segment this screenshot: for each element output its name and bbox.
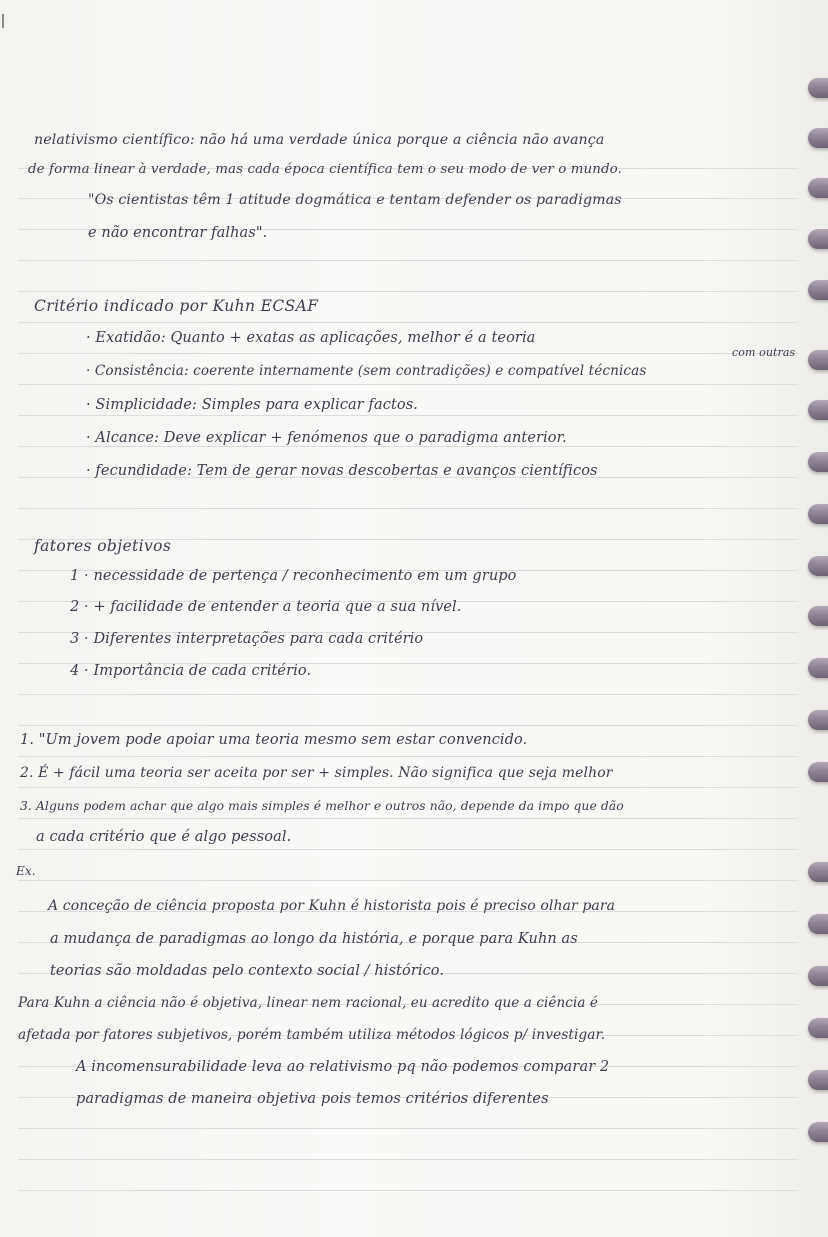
factor-item: 1 · necessidade de pertença / reconhecimento em um grupo: [70, 568, 517, 584]
binder-ring: [808, 229, 828, 249]
ruled-line: [18, 694, 798, 695]
conclusion-line: A incomensurabilidade leva ao relativismo pq não podemos comparar 2: [76, 1059, 610, 1075]
binder-ring: [808, 452, 828, 472]
binder-ring: [808, 762, 828, 782]
binder-ring: [808, 280, 828, 300]
criterion-item: · Consistência: coerente internamente (sem contradições) e compatível técnicas: [86, 363, 647, 379]
binder-ring: [808, 1070, 828, 1090]
ruled-line: [18, 849, 798, 850]
conclusion-line: afetada por fatores subjetivos, porém também utiliza métodos lógicos p/ investigar.: [18, 1027, 606, 1043]
binder-ring: [808, 914, 828, 934]
ruled-line: [18, 1159, 798, 1160]
binder-ring: [808, 966, 828, 986]
ruled-line: [18, 756, 798, 757]
ruled-line: [18, 384, 798, 385]
ruled-line: [18, 880, 798, 881]
binder-ring: [808, 606, 828, 626]
ruled-line: [18, 415, 798, 416]
factor-item: 2 · + facilidade de entender a teoria que a sua nível.: [70, 599, 462, 615]
numbered-item: a cada critério que é algo pessoal.: [36, 829, 292, 845]
factor-item: 4 · Importância de cada critério.: [70, 663, 312, 679]
ruled-line: [18, 322, 798, 323]
binder-ring: [808, 1122, 828, 1142]
conclusion-line: Para Kuhn a ciência não é objetiva, linear nem racional, eu acredito que a ciência é: [18, 995, 598, 1011]
binder-ring: [808, 658, 828, 678]
numbered-item: 1. "Um jovem pode apoiar uma teoria mesmo sem estar convencido.: [20, 732, 528, 748]
numbered-item: 2. É + fácil uma teoria ser aceita por ser + simples. Não significa que seja melhor: [20, 765, 613, 781]
binder-ring: [808, 556, 828, 576]
ruled-line: [18, 508, 798, 509]
quote-line: e não encontrar falhas".: [88, 225, 268, 241]
note-line: de forma linear à verdade, mas cada época científica tem o seu modo de ver o mundo.: [28, 162, 622, 177]
binder-ring: [808, 128, 828, 148]
ruled-line: [18, 1128, 798, 1129]
margin-note: com outras: [732, 346, 796, 359]
binder-ring: [808, 862, 828, 882]
section-title: Critério indicado por Kuhn ECSAF: [34, 297, 319, 315]
conclusion-line: a mudança de paradigmas ao longo da história, e porque para Kuhn as: [50, 931, 578, 947]
criterion-item: · Alcance: Deve explicar + fenómenos que o paradigma anterior.: [86, 430, 567, 446]
binder-ring: [808, 1018, 828, 1038]
ruled-line: [18, 818, 798, 819]
criterion-item: · Exatidão: Quanto + exatas as aplicações, melhor é a teoria: [86, 330, 536, 346]
section-title: fatores objetivos: [34, 537, 172, 555]
ruled-line: [18, 725, 798, 726]
ruled-line: [18, 260, 798, 261]
ruled-line: [18, 787, 798, 788]
conclusion-line: teorias são moldadas pelo contexto social / histórico.: [50, 963, 445, 979]
ex-mark: Ex.: [16, 864, 36, 878]
conclusion-line: A conceção de ciência proposta por Kuhn é historista pois é preciso olhar para: [48, 898, 616, 914]
ruled-line: [18, 353, 798, 354]
binder-ring: [808, 78, 828, 98]
ruled-line: [18, 1190, 798, 1191]
criterion-item: · fecundidade: Tem de gerar novas descobertas e avanços científicos: [86, 463, 598, 479]
conclusion-line: paradigmas de maneira objetiva pois temos critérios diferentes: [76, 1091, 549, 1107]
quote-line: "Os cientistas têm 1 atitude dogmática e tentam defender os paradigmas: [88, 192, 622, 208]
note-line: nelativismo científico: não há uma verdade única porque a ciência não avança: [34, 132, 605, 148]
binder-ring: [808, 504, 828, 524]
numbered-item: 3. Alguns podem achar que algo mais simples é melhor e outros não, depende da impo que dão: [20, 799, 624, 813]
ruled-line: [18, 291, 798, 292]
edge-mark: [2, 14, 4, 28]
binder-ring: [808, 350, 828, 370]
binder-ring: [808, 178, 828, 198]
criterion-item: · Simplicidade: Simples para explicar factos.: [86, 397, 418, 413]
factor-item: 3 · Diferentes interpretações para cada critério: [70, 631, 424, 647]
binder-ring: [808, 400, 828, 420]
binder-ring: [808, 710, 828, 730]
